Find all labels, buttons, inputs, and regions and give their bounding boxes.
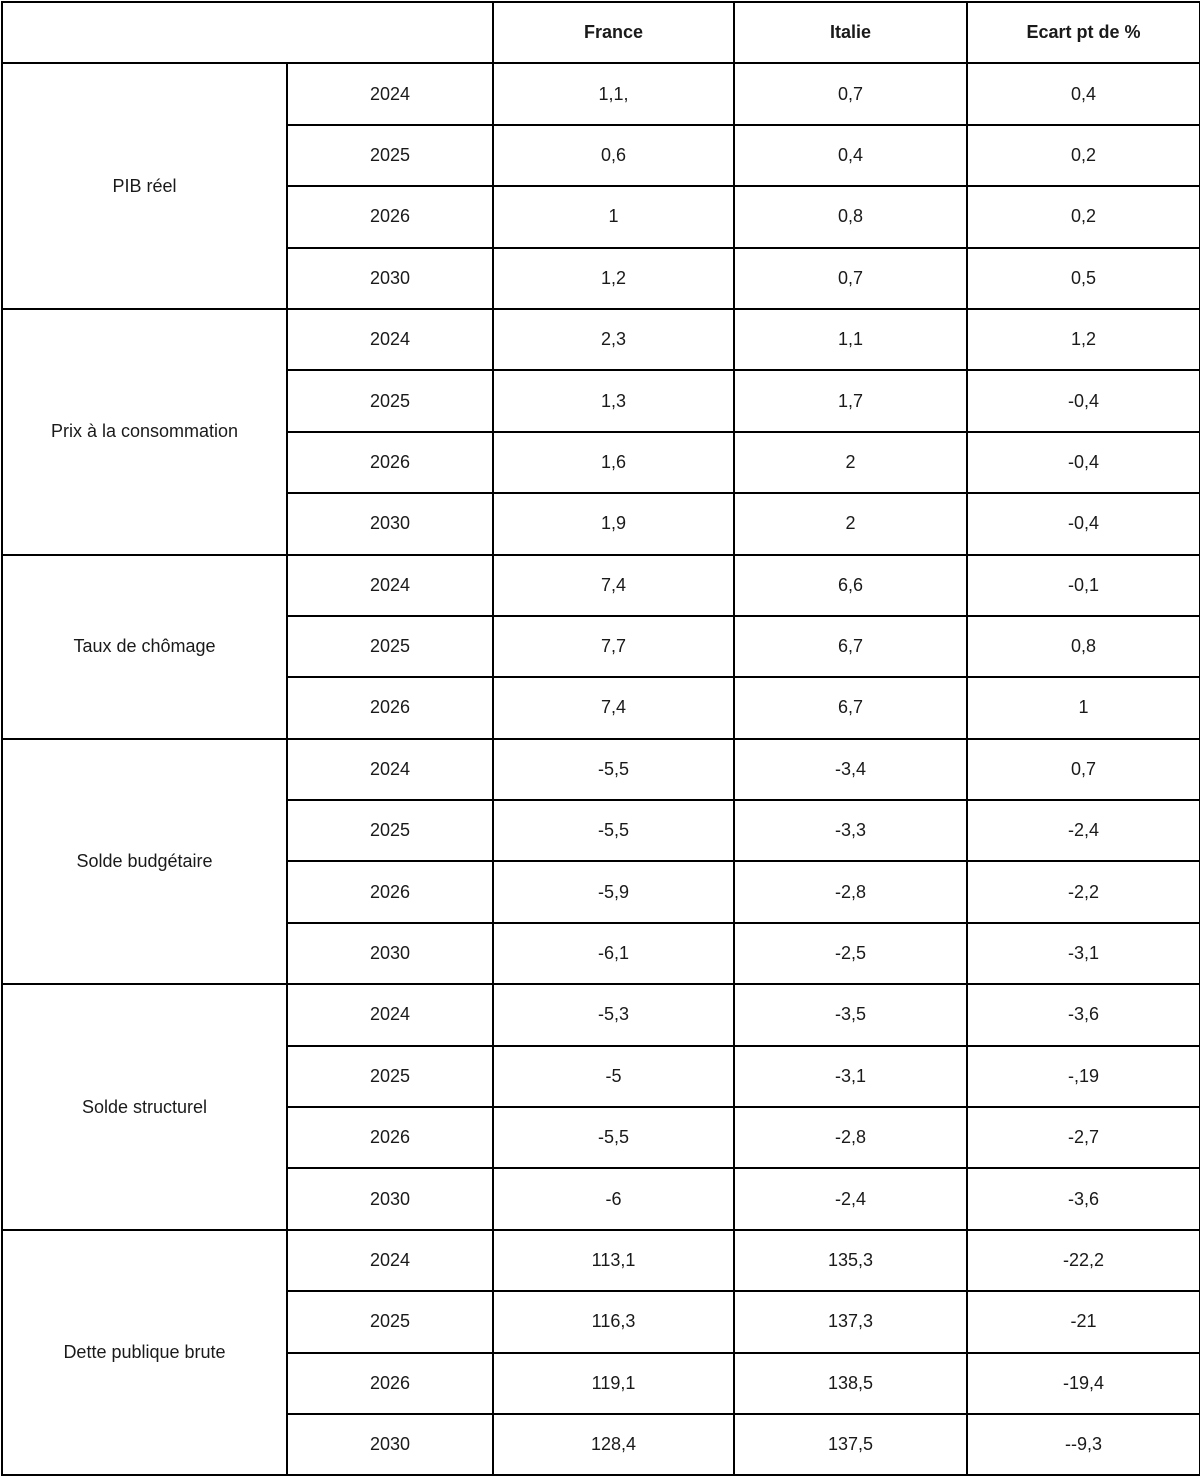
table-body xyxy=(2,63,1200,1475)
indicator-label: PIB réel xyxy=(2,63,287,309)
table-row xyxy=(2,309,1200,370)
france-value: -5 xyxy=(493,1046,734,1107)
year-cell: 2024 xyxy=(287,1230,493,1291)
year-cell: 2024 xyxy=(287,555,493,616)
italie-value: -3,1 xyxy=(734,1046,967,1107)
year-cell: 2024 xyxy=(287,739,493,800)
table-row xyxy=(2,739,1200,800)
ecart-value: -3,6 xyxy=(967,984,1200,1045)
ecart-value: --9,3 xyxy=(967,1414,1200,1475)
ecart-value: 0,8 xyxy=(967,616,1200,677)
ecart-value: -0,1 xyxy=(967,555,1200,616)
italie-value: 138,5 xyxy=(734,1353,967,1414)
year-cell: 2024 xyxy=(287,984,493,1045)
france-value: -5,5 xyxy=(493,800,734,861)
ecart-value: 0,2 xyxy=(967,125,1200,186)
year-cell: 2025 xyxy=(287,1046,493,1107)
france-value: -6,1 xyxy=(493,923,734,984)
year-cell: 2030 xyxy=(287,248,493,309)
header-row xyxy=(2,2,1200,63)
italie-value: -2,8 xyxy=(734,1107,967,1168)
ecart-value: -2,7 xyxy=(967,1107,1200,1168)
ecart-value: 0,4 xyxy=(967,63,1200,124)
france-value: 7,4 xyxy=(493,555,734,616)
year-cell: 2024 xyxy=(287,309,493,370)
france-value: 7,4 xyxy=(493,677,734,738)
france-value: -6 xyxy=(493,1168,734,1229)
ecart-value: -,19 xyxy=(967,1046,1200,1107)
france-value: -5,9 xyxy=(493,861,734,922)
year-cell: 2026 xyxy=(287,432,493,493)
ecart-value: -2,4 xyxy=(967,800,1200,861)
ecart-value: 0,7 xyxy=(967,739,1200,800)
italie-value: 0,4 xyxy=(734,125,967,186)
france-value: 119,1 xyxy=(493,1353,734,1414)
ecart-value: -21 xyxy=(967,1291,1200,1352)
italie-value: 6,6 xyxy=(734,555,967,616)
table-row xyxy=(2,984,1200,1045)
year-cell: 2024 xyxy=(287,63,493,124)
indicator-label: Prix à la consommation xyxy=(2,309,287,555)
ecart-value: -3,6 xyxy=(967,1168,1200,1229)
france-value: 0,6 xyxy=(493,125,734,186)
italie-value: 0,8 xyxy=(734,186,967,247)
france-value: -5,3 xyxy=(493,984,734,1045)
header-ecart: Ecart pt de % xyxy=(967,2,1200,63)
france-value: 1,1, xyxy=(493,63,734,124)
comparison-table xyxy=(1,1,1200,1476)
ecart-value: -22,2 xyxy=(967,1230,1200,1291)
italie-value: 6,7 xyxy=(734,616,967,677)
france-value: 1,3 xyxy=(493,370,734,431)
ecart-value: 1,2 xyxy=(967,309,1200,370)
ecart-value: 1 xyxy=(967,677,1200,738)
ecart-value: 0,2 xyxy=(967,186,1200,247)
italie-value: 137,3 xyxy=(734,1291,967,1352)
france-value: -5,5 xyxy=(493,1107,734,1168)
italie-value: 1,7 xyxy=(734,370,967,431)
france-value: 2,3 xyxy=(493,309,734,370)
year-cell: 2030 xyxy=(287,493,493,554)
france-value: 128,4 xyxy=(493,1414,734,1475)
france-value: 1,2 xyxy=(493,248,734,309)
france-value: 1 xyxy=(493,186,734,247)
france-value: 113,1 xyxy=(493,1230,734,1291)
indicator-label: Solde budgétaire xyxy=(2,739,287,985)
indicator-label: Taux de chômage xyxy=(2,555,287,739)
ecart-value: -3,1 xyxy=(967,923,1200,984)
year-cell: 2026 xyxy=(287,677,493,738)
france-value: 7,7 xyxy=(493,616,734,677)
ecart-value: -2,2 xyxy=(967,861,1200,922)
ecart-value: -0,4 xyxy=(967,493,1200,554)
year-cell: 2026 xyxy=(287,1107,493,1168)
year-cell: 2026 xyxy=(287,186,493,247)
italie-value: -2,8 xyxy=(734,861,967,922)
year-cell: 2026 xyxy=(287,1353,493,1414)
italie-value: -3,3 xyxy=(734,800,967,861)
table-row xyxy=(2,63,1200,124)
indicator-label: Solde structurel xyxy=(2,984,287,1230)
italie-value: 137,5 xyxy=(734,1414,967,1475)
italie-value: 1,1 xyxy=(734,309,967,370)
italie-value: 0,7 xyxy=(734,63,967,124)
ecart-value: -19,4 xyxy=(967,1353,1200,1414)
france-value: 1,6 xyxy=(493,432,734,493)
ecart-value: -0,4 xyxy=(967,370,1200,431)
france-value: 1,9 xyxy=(493,493,734,554)
year-cell: 2025 xyxy=(287,1291,493,1352)
year-cell: 2030 xyxy=(287,1414,493,1475)
italie-value: 2 xyxy=(734,432,967,493)
header-italie: Italie xyxy=(734,2,967,63)
table-row xyxy=(2,555,1200,616)
header-france: France xyxy=(493,2,734,63)
italie-value: 135,3 xyxy=(734,1230,967,1291)
france-value: 116,3 xyxy=(493,1291,734,1352)
france-value: -5,5 xyxy=(493,739,734,800)
indicator-label: Dette publique brute xyxy=(2,1230,287,1476)
header-corner xyxy=(2,2,493,63)
year-cell: 2025 xyxy=(287,370,493,431)
italie-value: 2 xyxy=(734,493,967,554)
year-cell: 2025 xyxy=(287,616,493,677)
italie-value: -3,4 xyxy=(734,739,967,800)
italie-value: -2,4 xyxy=(734,1168,967,1229)
year-cell: 2025 xyxy=(287,125,493,186)
ecart-value: 0,5 xyxy=(967,248,1200,309)
italie-value: -2,5 xyxy=(734,923,967,984)
table-row xyxy=(2,1230,1200,1291)
year-cell: 2030 xyxy=(287,1168,493,1229)
ecart-value: -0,4 xyxy=(967,432,1200,493)
italie-value: 6,7 xyxy=(734,677,967,738)
italie-value: 0,7 xyxy=(734,248,967,309)
italie-value: -3,5 xyxy=(734,984,967,1045)
year-cell: 2026 xyxy=(287,861,493,922)
year-cell: 2030 xyxy=(287,923,493,984)
year-cell: 2025 xyxy=(287,800,493,861)
